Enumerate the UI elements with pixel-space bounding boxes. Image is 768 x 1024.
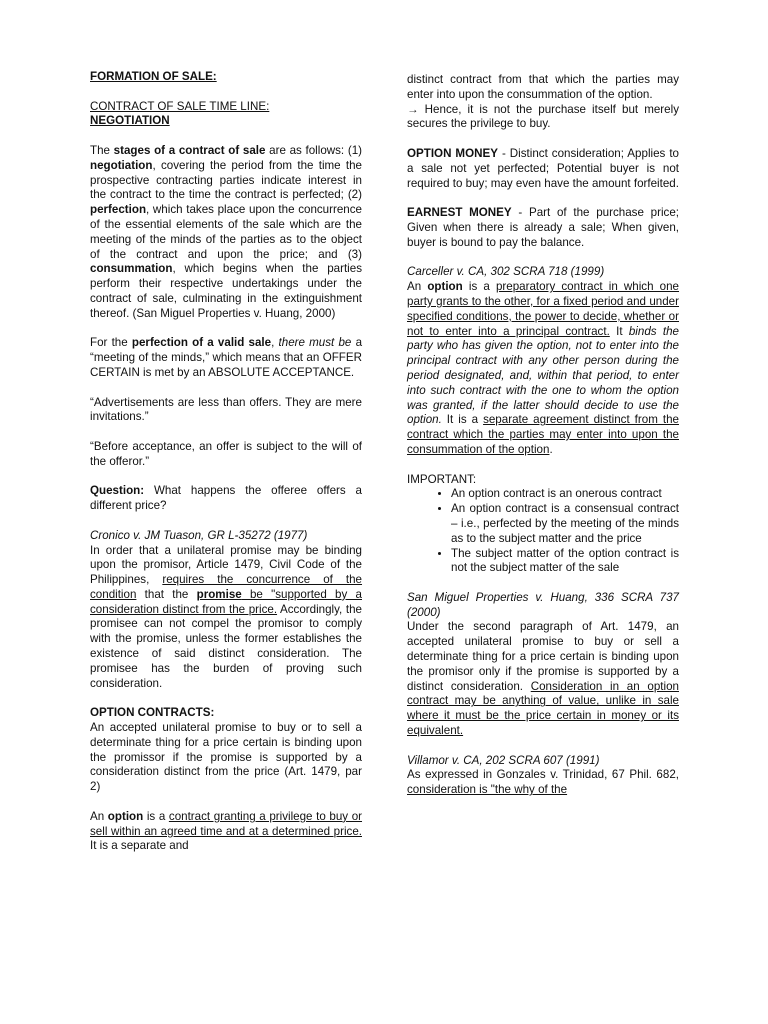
acceptance-quote: “Before acceptance, an offer is subject to the will of the offeror.” (90, 439, 362, 468)
question-paragraph (90, 484, 362, 514)
section-heading (90, 70, 362, 85)
important-list (407, 487, 679, 576)
timeline-subtitle: NEGOTIATION (90, 114, 170, 128)
case-title-san-miguel (407, 591, 679, 621)
text-run: , which takes place upon the concurrence of the essential elements of the sale which are the meeting of the minds of the parties as to the object of the contract and upon the price; and (3) (90, 203, 362, 261)
text-run: option (427, 280, 463, 294)
option-contracts-heading (90, 706, 362, 721)
text-run: perfection of a valid sale (131, 336, 272, 350)
text-run: It is a (441, 413, 484, 427)
text-run: is a (462, 280, 496, 294)
text-run: option (107, 809, 144, 823)
text-run: An (90, 809, 108, 823)
text-run: stages of a contract of sale (113, 143, 266, 157)
option-definition (90, 810, 362, 854)
text-run: requires the concurrence of the condition (90, 573, 363, 601)
earnest-money-text: - Part of the purchase price; Given when there is already a sale; When given, buyer is bound to pay the balance. (407, 206, 680, 249)
text-run: As expressed in Gonzales v. Trinidad, 67 Phil. 682, (407, 768, 679, 782)
earnest-money-label: EARNEST MONEY (407, 206, 512, 220)
case-body-villamor (407, 768, 679, 798)
text-run: Consideration in an option contract may be anything of value, unlike in sale where it must be the price certain in money or its equivalent. (407, 679, 679, 738)
text-run: consummation (90, 262, 173, 276)
text-run: contract granting a privilege to buy or sell within an agreed time and at a determined price. (90, 809, 363, 838)
heading-text: OPTION CONTRACTS: (90, 706, 215, 720)
text-run: a “meeting of the minds,” which means that an OFFER CERTAIN is met by an ABSOLUTE ACCEPTANCE. (90, 336, 363, 379)
text-run: preparatory contract in which one party grants to the other, for a fixed period and under specified conditions, the power to decide, whether or not to enter into a principal contract. (407, 280, 680, 338)
text-run: Accordingly, the promisee can not compel the promisor to comply with the promise, unless the former establishes the existence of said distinct consideration. The promisee has the burden of proving such consideration. (90, 602, 362, 690)
text-run: In order that a unilateral promise may be binding upon the promisor, Article 1479, Civil Code of the Philippines, (90, 543, 362, 587)
right-column (407, 73, 679, 813)
option-money-paragraph (407, 147, 679, 191)
earnest-money-paragraph (407, 206, 679, 250)
text-run: It is a separate and (90, 839, 189, 853)
text-run: Under the second paragraph of Art. 1479, an accepted unilateral promise to buy or sell a determinate thing for a price certain is binding upon the promisor only if the promise is supported by a distinct consideration. (407, 620, 679, 693)
text-run: An (407, 280, 428, 294)
case-body-carceller (407, 280, 679, 458)
perfection-paragraph (90, 336, 362, 380)
heading-text: FORMATION OF SALE: (90, 70, 217, 83)
left-column (90, 70, 362, 869)
text-run: , (271, 336, 279, 350)
text-run: perfection (90, 203, 147, 217)
case-title-text: Villamor v. CA, 202 SCRA 607 (1991) (407, 753, 600, 767)
case-title-cronico (90, 529, 362, 544)
question-label: Question: (90, 484, 145, 498)
advertisement-quote: “Advertisements are less than offers. They are mere invitations.” (90, 395, 362, 424)
option-money-label: OPTION MONEY (407, 146, 498, 160)
text-run: It (609, 324, 629, 338)
text-run: separate agreement distinct from the contract which the parties may enter into upon the consummation of the option (407, 413, 679, 456)
text-run: binds the party who has given the option, not to enter into the principal contract with any other person during the period designated, and, within that period, to enter into such contract with the one to whom the option was granted, if the latter should decide to use the option. (407, 324, 679, 427)
list-item: • An option contract is an onerous contract (451, 487, 679, 502)
text-run: , which begins when the parties perform their respective undertakings under the contract of sale, culminating in the extinguishment thereof. (San Miguel Properties v. Huang, 2000) (90, 262, 362, 320)
hence-text: Hence, it is not the purchase itself but merely secures the privilege to buy. (407, 102, 679, 131)
continued-paragraph: distinct contract from that which the parties may enter into upon the consummation of the option. (407, 73, 679, 101)
list-item: • The subject matter of the option contract is not the subject matter of the sale (451, 547, 679, 577)
timeline-heading (90, 100, 362, 130)
text-run: promise (196, 587, 242, 601)
case-title-text: San Miguel Properties v. Huang, 336 SCRA 737 (2000) (407, 590, 679, 619)
list-item: • An option contract is a consensual contract – i.e., perfected by the meeting of the minds as to the subject matter and the price (451, 502, 679, 546)
stages-paragraph (90, 144, 362, 322)
case-title-text: Cronico v. JM Tuason, GR L-35272 (1977) (90, 528, 308, 542)
text-run: there must be (278, 336, 352, 350)
text-run: . (549, 442, 553, 456)
text-run: For the (90, 336, 132, 350)
arrow-icon: → (407, 102, 419, 116)
text-run: are as follows: (1) (265, 143, 363, 157)
text-run: The (90, 143, 114, 157)
text-run: negotiation (90, 158, 153, 172)
case-body-cronico (90, 544, 362, 692)
text-run: be "supported by a consideration distinct from the price. (90, 587, 362, 616)
question-text: What happens the offeree offers a different price? (90, 484, 362, 513)
case-title-text: Carceller v. CA, 302 SCRA 718 (1999) (407, 265, 605, 279)
timeline-title: CONTRACT OF SALE TIME LINE: (90, 99, 270, 113)
important-label: IMPORTANT: (407, 472, 477, 486)
hence-paragraph (407, 103, 679, 133)
option-contracts-text: An accepted unilateral promise to buy or to sell a determinate thing for a price certain is binding upon the promissor if the promise is supported by a consideration distinct from the price (Art. 1479, par 2) (90, 721, 362, 794)
case-body-san-miguel (407, 620, 679, 738)
text-run: is a (143, 809, 169, 823)
option-money-text: - Distinct consideration; Applies to a sale not yet perfected; Potential buyer is not required to buy; may even have the amount forfeited. (407, 146, 679, 190)
text-run: , covering the period from the time the prospective contracting parties indicate interest in the contract to the time the contract is perfected; (2) (90, 158, 362, 202)
text-run: consideration is "the why of the (407, 783, 568, 797)
case-title-carceller (407, 265, 679, 280)
text-run: that the (136, 587, 197, 601)
case-title-villamor (407, 754, 679, 769)
